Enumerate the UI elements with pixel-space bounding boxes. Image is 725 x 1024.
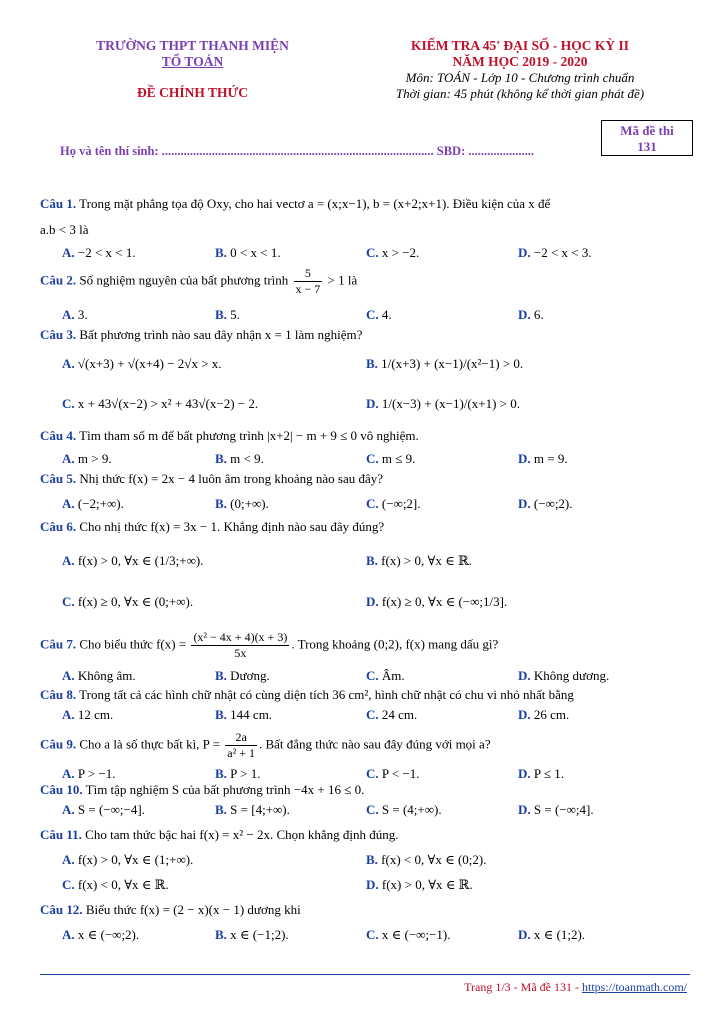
q6-option-d[interactable]: D. f(x) ≥ 0, ∀x ∈ (−∞;1/3]. xyxy=(366,594,508,609)
question-9: Câu 9. Cho a là số thực bất kì, P = $\frac{2a}{\text{a² + 1}}$ . Bất đẳng thức nào sau đây đúng với mọi a? xyxy=(40,730,491,760)
footer-link[interactable]: https://toanmath.com/ xyxy=(582,980,687,994)
page-footer xyxy=(464,980,687,995)
q3-option-d[interactable]: D. 1/(x−3) + (x−1)/(x+1) > 0. xyxy=(366,396,520,411)
student-info-line: Họ và tên thí sinh: ....................................................................................... SBD: ..................... xyxy=(60,144,534,158)
exam-code-label: Mã đề thi xyxy=(620,123,674,138)
question-10: Câu 10. Tìm tập nghiệm S của bất phương trình −4x + 16 ≤ 0. xyxy=(40,782,365,797)
question-4: Câu 4. Tìm tham số m để bất phương trình |x+2| − m + 9 ≤ 0 vô nghiệm. xyxy=(40,428,419,443)
q8-option-d[interactable]: D. 26 cm. xyxy=(518,707,570,722)
q4-option-c[interactable]: C. m ≤ 9. xyxy=(366,451,416,466)
question-7: Câu 7. Cho biểu thức f(x) = $\frac{\text{(x² − 4x + 4)(x + 3)}}{5x}$ . Trong khoảng (0;2), f(x) mang dấu gì? xyxy=(40,630,499,660)
question-1: Câu 1. Trong mặt phẳng tọa độ Oxy, cho hai vectơ a = (x;x−1), b = (x+2;x+1). Điều kiện của x để xyxy=(40,196,551,211)
q6-option-a[interactable]: A. f(x) > 0, ∀x ∈ (1/3;+∞). xyxy=(62,553,204,568)
q2-option-d[interactable]: D. 6. xyxy=(518,307,544,322)
q7-option-d[interactable]: D. Không dương. xyxy=(518,668,610,683)
question-11: Câu 11. Cho tam thức bậc hai f(x) = x² − 2x. Chọn khẳng định đúng. xyxy=(40,827,399,842)
subject-line: Môn: TOÁN - Lớp 10 - Chương trình chuẩn xyxy=(405,70,635,85)
q11-option-b[interactable]: B. f(x) < 0, ∀x ∈ (0;2). xyxy=(366,852,487,867)
q9-option-d[interactable]: D. P ≤ 1. xyxy=(518,766,565,781)
q11-option-c[interactable]: C. f(x) < 0, ∀x ∈ ℝ. xyxy=(62,877,169,892)
q5-option-b[interactable]: B. (0;+∞). xyxy=(215,496,269,511)
q2-option-a[interactable]: A. 3. xyxy=(62,307,88,322)
question-1-cont: a.b < 3 là xyxy=(40,222,89,237)
q8-option-c[interactable]: C. 24 cm. xyxy=(366,707,418,722)
q7-option-c[interactable]: C. Âm. xyxy=(366,668,405,683)
exam-header xyxy=(365,38,675,102)
school-header xyxy=(40,38,345,101)
q10-option-b[interactable]: B. S = [4;+∞). xyxy=(215,802,290,817)
question-6: Câu 6. Cho nhị thức f(x) = 3x − 1. Khẳng định nào sau đây đúng? xyxy=(40,519,385,534)
official-label: ĐỀ CHÍNH THỨC xyxy=(136,85,248,100)
q1-option-a[interactable]: A. −2 < x < 1. xyxy=(62,245,136,260)
q9-option-c[interactable]: C. P < −1. xyxy=(366,766,420,781)
exam-code-value: 131 xyxy=(637,139,657,154)
department: TỔ TOÁN xyxy=(161,54,224,69)
q3-option-b[interactable]: B. 1/(x+3) + (x−1)/(x²−1) > 0. xyxy=(366,356,524,371)
q10-option-a[interactable]: A. S = (−∞;−4]. xyxy=(62,802,145,817)
q7-option-b[interactable]: B. Dương. xyxy=(215,668,270,683)
q3-option-c[interactable]: C. x + 43√(x−2) > x² + 43√(x−2) − 2. xyxy=(62,396,259,411)
q12-option-c[interactable]: C. x ∈ (−∞;−1). xyxy=(366,927,451,942)
school-name: TRƯỜNG THPT THANH MIỆN xyxy=(96,38,289,53)
q6-option-c[interactable]: C. f(x) ≥ 0, ∀x ∈ (0;+∞). xyxy=(62,594,194,609)
q4-option-d[interactable]: D. m = 9. xyxy=(518,451,568,466)
q10-option-d[interactable]: D. S = (−∞;4]. xyxy=(518,802,594,817)
q6-option-b[interactable]: B. f(x) > 0, ∀x ∈ ℝ. xyxy=(366,553,473,568)
q5-option-c[interactable]: C. (−∞;2]. xyxy=(366,496,421,511)
q1-option-b[interactable]: B. 0 < x < 1. xyxy=(215,245,281,260)
q12-option-a[interactable]: A. x ∈ (−∞;2). xyxy=(62,927,140,942)
q3-option-a[interactable]: A. √(x+3) + √(x+4) − 2√x > x. xyxy=(62,356,222,371)
q7-option-a[interactable]: A. Không âm. xyxy=(62,668,136,683)
question-5: Câu 5. Nhị thức f(x) = 2x − 4 luôn âm trong khoảng nào sau đây? xyxy=(40,471,384,486)
footer-divider xyxy=(40,974,690,975)
question-12: Câu 12. Biểu thức f(x) = (2 − x)(x − 1) dương khi xyxy=(40,902,301,917)
q12-option-b[interactable]: B. x ∈ (−1;2). xyxy=(215,927,289,942)
q4-option-a[interactable]: A. m > 9. xyxy=(62,451,112,466)
school-year: NĂM HỌC 2019 - 2020 xyxy=(452,54,588,69)
footer-text: Trang 1/3 - Mã đề 131 - xyxy=(464,980,582,994)
q12-option-d[interactable]: D. x ∈ (1;2). xyxy=(518,927,586,942)
q5-option-d[interactable]: D. (−∞;2). xyxy=(518,496,573,511)
q9-option-b[interactable]: B. P > 1. xyxy=(215,766,261,781)
q8-option-a[interactable]: A. 12 cm. xyxy=(62,707,114,722)
time-line: Thời gian: 45 phút (không kể thời gian phát đề) xyxy=(395,86,645,101)
q4-option-b[interactable]: B. m < 9. xyxy=(215,451,264,466)
q1-option-d[interactable]: D. −2 < x < 3. xyxy=(518,245,592,260)
q8-option-b[interactable]: B. 144 cm. xyxy=(215,707,273,722)
q11-option-d[interactable]: D. f(x) > 0, ∀x ∈ ℝ. xyxy=(366,877,473,892)
exam-title: KIỂM TRA 45' ĐẠI SỐ - HỌC KỲ II xyxy=(410,38,630,53)
q11-option-a[interactable]: A. f(x) > 0, ∀x ∈ (1;+∞). xyxy=(62,852,194,867)
question-3: Câu 3. Bất phương trình nào sau đây nhận x = 1 làm nghiệm? xyxy=(40,327,363,342)
q5-option-a[interactable]: A. (−2;+∞). xyxy=(62,496,124,511)
exam-code-box xyxy=(601,120,693,156)
q1-option-c[interactable]: C. x > −2. xyxy=(366,245,420,260)
question-8: Câu 8. Trong tất cả các hình chữ nhật có cùng diện tích 36 cm², hình chữ nhật có chu vi nhỏ nhất bằng xyxy=(40,687,574,702)
q10-option-c[interactable]: C. S = (4;+∞). xyxy=(366,802,442,817)
question-2: Câu 2. Số nghiệm nguyên của bất phương trình $\frac{5}{x - 7}$ > 1 là xyxy=(40,266,358,296)
q9-option-a[interactable]: A. P > −1. xyxy=(62,766,116,781)
q2-option-c[interactable]: C. 4. xyxy=(366,307,392,322)
q2-option-b[interactable]: B. 5. xyxy=(215,307,240,322)
